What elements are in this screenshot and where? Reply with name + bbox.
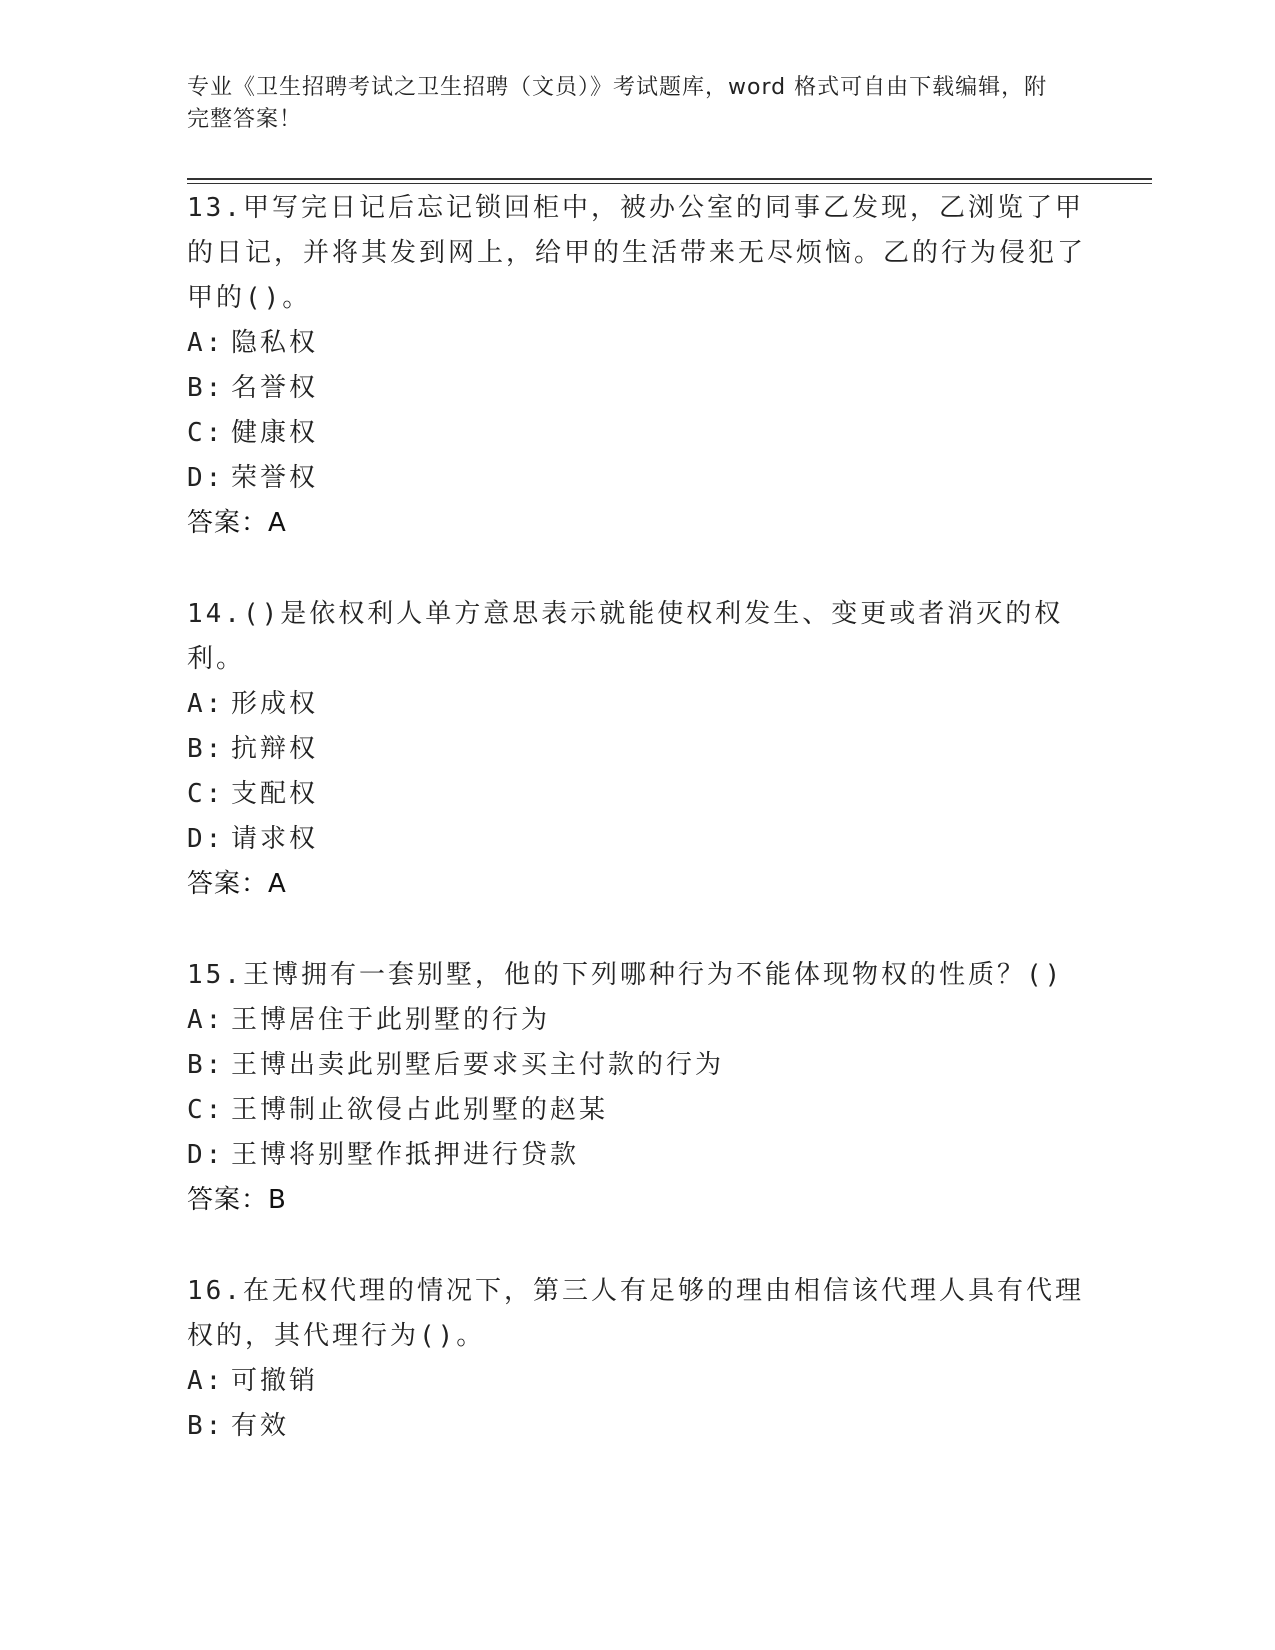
option-text: 形成权 (231, 689, 319, 719)
option-text: 隐私权 (231, 328, 319, 358)
option-key: A: (187, 1005, 225, 1035)
option-key: D: (187, 1140, 225, 1170)
answer: 答案：A (187, 869, 287, 899)
option-text: 有效 (231, 1411, 290, 1441)
question-list (187, 186, 1087, 1495)
option-text: 健康权 (231, 418, 319, 448)
option-a (187, 321, 1087, 366)
question-text: 13.甲写完日记后忘记锁回柜中，被办公室的同事乙发现，乙浏览了甲的日记，并将其发到网上，给甲的生活带来无尽烦恼。乙的行为侵犯了甲的()。 (187, 193, 1087, 313)
option-key: A: (187, 689, 225, 719)
option-text: 王博出卖此别墅后要求买主付款的行为 (231, 1050, 725, 1080)
option-b (187, 366, 1087, 411)
option-text: 王博制止欲侵占此别墅的赵某 (231, 1095, 609, 1125)
header-divider-thick (187, 178, 1152, 180)
question-14 (187, 592, 1087, 907)
option-b (187, 727, 1087, 772)
option-key: C: (187, 1095, 225, 1125)
option-d (187, 1133, 1087, 1178)
option-text: 王博将别墅作抵押进行贷款 (231, 1140, 580, 1170)
option-c (187, 772, 1087, 817)
option-text: 王博居住于此别墅的行为 (231, 1005, 551, 1035)
option-key: C: (187, 418, 225, 448)
option-key: D: (187, 463, 225, 493)
option-text: 支配权 (231, 779, 319, 809)
question-text: 14.()是依权利人单方意思表示就能使权利发生、变更或者消灭的权利。 (187, 599, 1064, 674)
option-key: B: (187, 373, 225, 403)
option-b (187, 1043, 1087, 1088)
option-text: 荣誉权 (231, 463, 319, 493)
option-d (187, 456, 1087, 501)
answer: 答案：A (187, 508, 287, 538)
option-a (187, 1359, 1087, 1404)
option-key: B: (187, 1050, 225, 1080)
question-13 (187, 186, 1087, 546)
document-intro: 专业《卫生招聘考试之卫生招聘（文员）》考试题库，word 格式可自由下载编辑，附完整答案！ (187, 75, 1048, 132)
option-c (187, 1088, 1087, 1133)
question-16 (187, 1269, 1087, 1449)
header-divider-thin (187, 183, 1152, 184)
answer: 答案：B (187, 1185, 287, 1215)
option-c (187, 411, 1087, 456)
question-15 (187, 953, 1087, 1223)
option-text: 名誉权 (231, 373, 319, 403)
option-key: A: (187, 328, 225, 358)
option-key: D: (187, 824, 225, 854)
option-text: 抗辩权 (231, 734, 319, 764)
option-key: B: (187, 1411, 225, 1441)
option-text: 请求权 (231, 824, 319, 854)
option-key: A: (187, 1366, 225, 1396)
question-text: 15.王博拥有一套别墅，他的下列哪种行为不能体现物权的性质？() (187, 960, 1064, 990)
option-a (187, 998, 1087, 1043)
option-d (187, 817, 1087, 862)
option-text: 可撤销 (231, 1366, 319, 1396)
question-text: 16.在无权代理的情况下，第三人有足够的理由相信该代理人具有代理权的，其代理行为()。 (187, 1276, 1084, 1351)
option-key: B: (187, 734, 225, 764)
option-a (187, 682, 1087, 727)
option-b (187, 1404, 1087, 1449)
option-key: C: (187, 779, 225, 809)
